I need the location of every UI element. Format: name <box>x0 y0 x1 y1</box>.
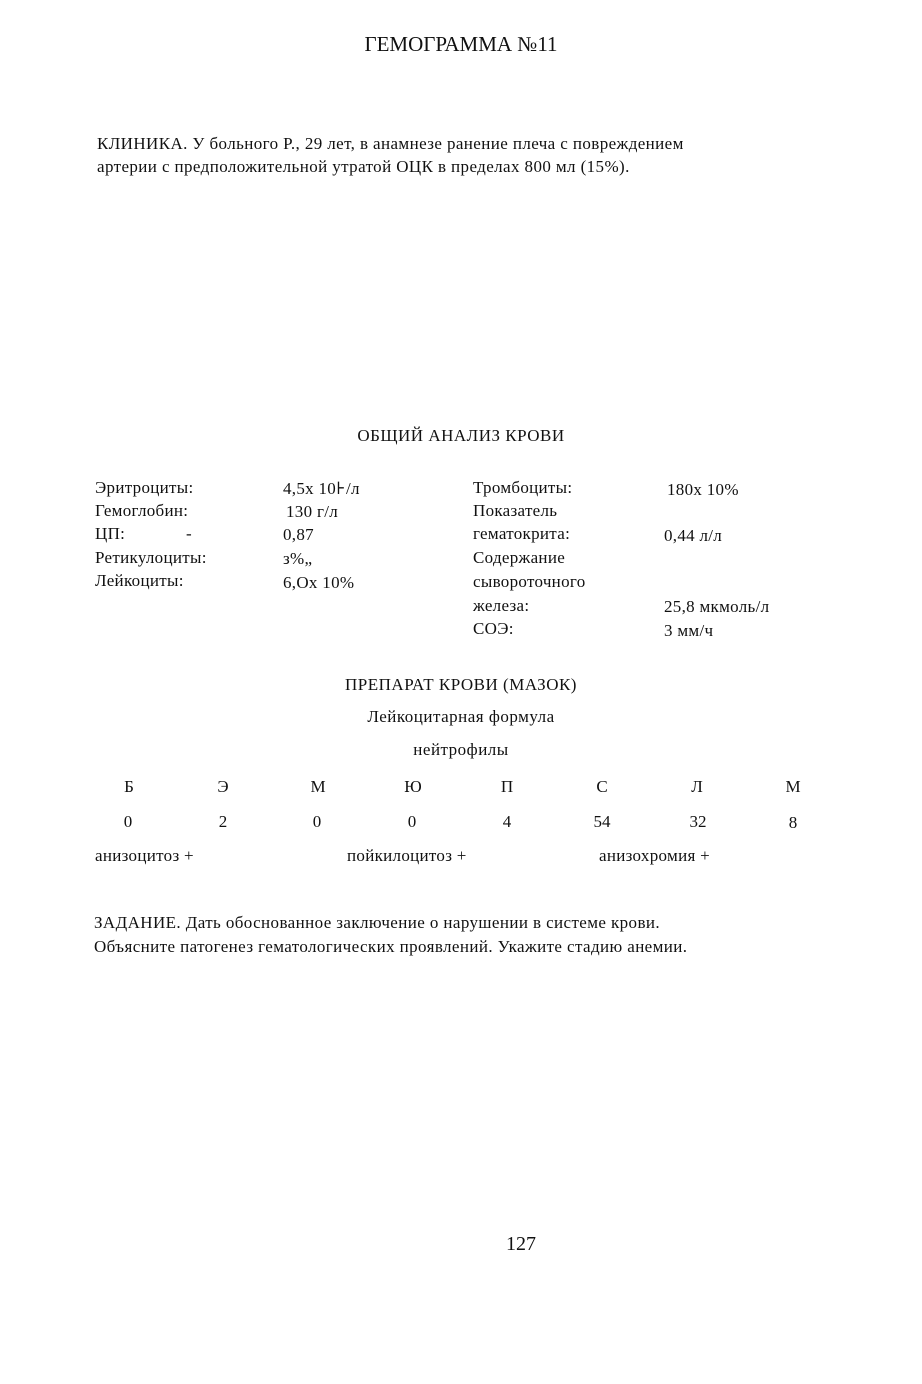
formula-col-lymphocytes: Л <box>691 777 703 796</box>
formula-value: 32 <box>689 812 707 831</box>
esr-label: СОЭ: <box>473 619 514 638</box>
formula-col-segmented: С <box>596 777 608 796</box>
color-index-label: ЦП: <box>95 524 126 543</box>
smear-subheading: Лейкоцитарная формула <box>367 707 555 726</box>
leukocytes-label: Лейкоциты: <box>95 571 184 590</box>
formula-col-band: П <box>500 777 514 796</box>
esr-value: 3 мм/ч <box>664 621 714 640</box>
formula-value: 0 <box>312 812 322 831</box>
hemoglobin-value: 130 г/л <box>286 502 339 521</box>
hematocrit-label-1: Показатель <box>473 501 558 520</box>
finding-anisocytosis: анизоцитоз + <box>95 846 194 865</box>
formula-value: 54 <box>593 812 611 831</box>
iron-label-2: сывороточного <box>473 572 586 591</box>
finding-poikilocytosis: пойкилоцитоз + <box>347 846 467 865</box>
formula-col-basophils: Б <box>124 777 134 796</box>
erythrocytes-value: 4,5x 10⊦/л <box>283 479 360 498</box>
reticulocytes-value: з%„ <box>283 549 313 568</box>
iron-value: 25,8 мкмоль/л <box>664 597 770 616</box>
formula-value: 8 <box>788 813 798 832</box>
task-line-2: Объясните патогенез гематологических проявлений. Укажите стадию анемии. <box>94 937 688 956</box>
page-title: ГЕМОГРАММА №11 <box>364 32 558 56</box>
color-index-dash: - <box>186 524 192 543</box>
color-index-value: 0,87 <box>283 525 314 544</box>
erythrocytes-label: Эритроциты: <box>95 478 194 497</box>
neutrophils-label: нейтрофилы <box>413 740 509 759</box>
formula-value: 0 <box>407 812 417 831</box>
formula-value: 2 <box>218 812 228 831</box>
iron-label-3: железа: <box>473 596 530 615</box>
formula-col-juvenile: Ю <box>404 777 422 796</box>
leukocytes-value: 6,Ox 10% <box>283 573 355 592</box>
task-line-1: ЗАДАНИЕ. Дать обоснованное заключение о нарушении в системе крови. <box>94 913 661 932</box>
platelets-value: 180x 10% <box>667 480 739 499</box>
formula-col-monocytes: М <box>785 777 801 796</box>
analysis-heading: ОБЩИЙ АНАЛИЗ КРОВИ <box>357 426 565 445</box>
smear-heading: ПРЕПАРАТ КРОВИ (МАЗОК) <box>345 675 577 694</box>
hemoglobin-label: Гемоглобин: <box>95 501 189 520</box>
hematocrit-value: 0,44 л/л <box>664 526 723 545</box>
formula-col-eosinophils: Э <box>217 777 229 796</box>
formula-value: 0 <box>123 812 133 831</box>
hematocrit-label-2: гематокрита: <box>473 524 571 543</box>
reticulocytes-label: Ретикулоциты: <box>95 548 207 567</box>
page-number: 127 <box>506 1233 536 1255</box>
formula-col-myelocytes: М <box>310 777 326 796</box>
platelets-label: Тромбоциты: <box>473 478 573 497</box>
finding-anisochromia: анизохромия + <box>599 846 711 865</box>
iron-label-1: Содержание <box>473 548 566 567</box>
clinic-line-1: КЛИНИКА. У больного Р., 29 лет, в анамнезе ранение плеча с повреждением <box>97 134 684 153</box>
formula-value: 4 <box>502 812 512 831</box>
clinic-line-2: артерии с предположительной утратой ОЦК в пределах 800 мл (15%). <box>97 157 630 176</box>
